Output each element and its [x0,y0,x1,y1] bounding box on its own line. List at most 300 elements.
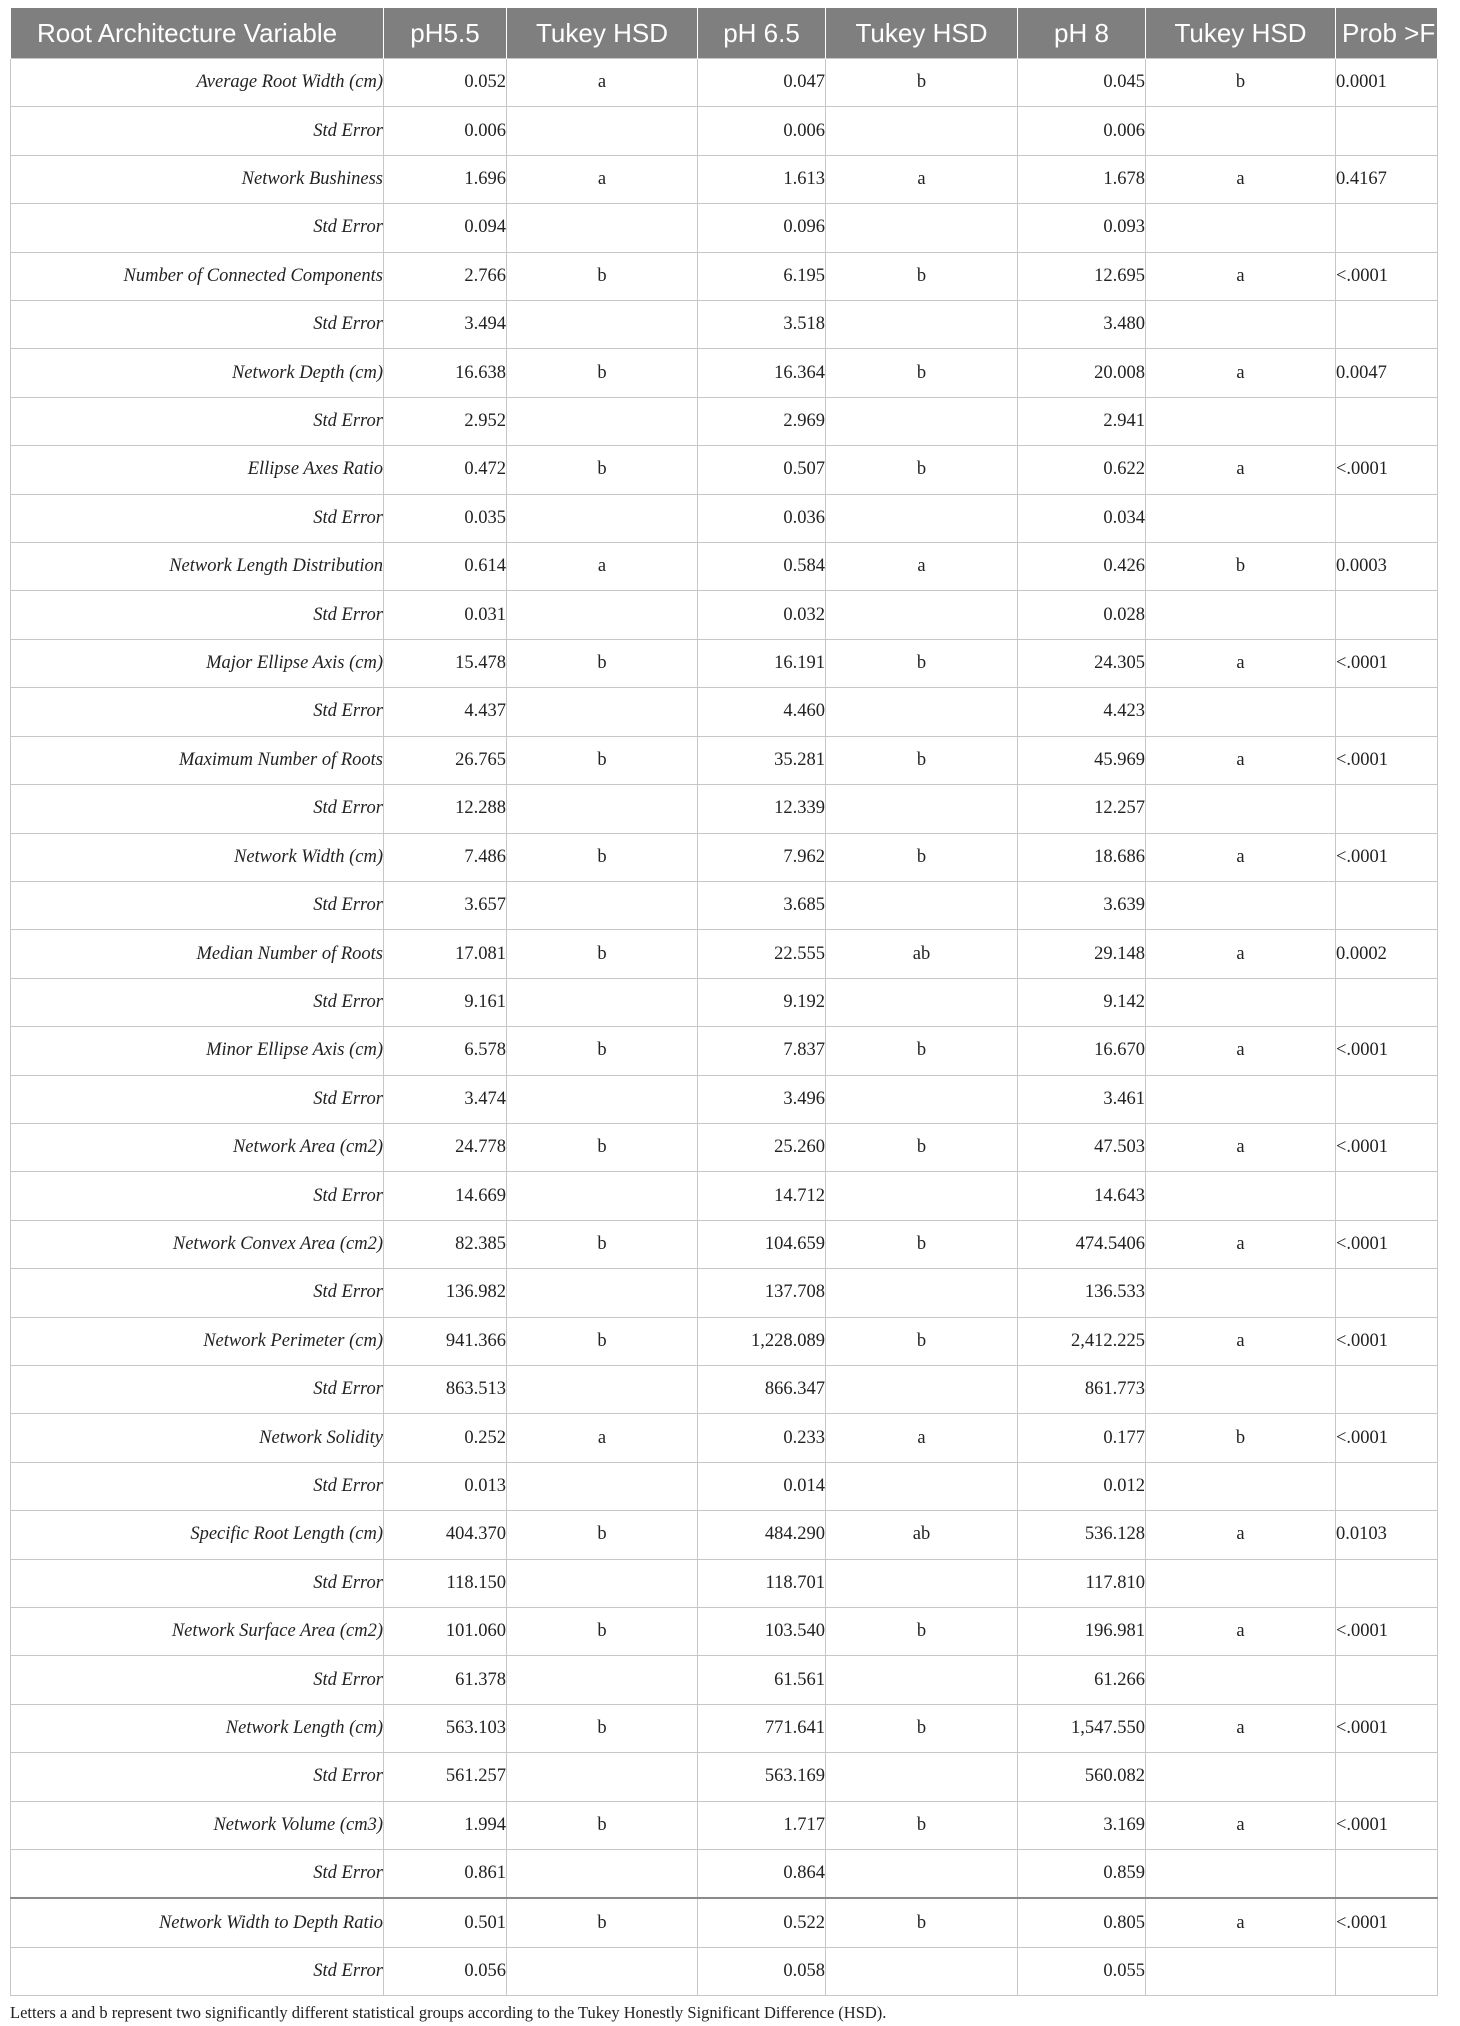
ph65-value-cell: 4.460 [698,688,826,736]
ph8-value-cell: 24.305 [1018,639,1146,687]
tukey-ph8-cell: b [1146,543,1336,591]
prob-f-cell [1336,1462,1438,1510]
ph65-value-cell: 563.169 [698,1753,826,1801]
ph8-value-cell: 560.082 [1018,1753,1146,1801]
table-body [11,59,1438,1996]
header-tukey-ph55: Tukey HSD [507,8,698,59]
tukey-ph8-cell [1146,397,1336,445]
tukey-ph55-cell: b [507,1123,698,1171]
ph8-value-cell: 474.5406 [1018,1220,1146,1268]
tukey-ph65-cell: b [826,252,1018,300]
ph65-value-cell: 0.864 [698,1850,826,1899]
tukey-ph65-cell [826,1462,1018,1510]
ph55-value-cell: 0.035 [384,494,507,542]
std-error-row [11,397,1438,445]
header-prob-f: Prob >F [1336,8,1438,59]
tukey-ph55-cell [507,397,698,445]
ph65-value-cell: 1.717 [698,1801,826,1849]
tukey-ph55-cell [507,1365,698,1413]
ph55-value-cell: 3.657 [384,881,507,929]
ph65-value-cell: 16.364 [698,349,826,397]
ph65-value-cell: 61.561 [698,1656,826,1704]
ph55-value-cell: 9.161 [384,978,507,1026]
prob-f-cell: <.0001 [1336,1220,1438,1268]
tukey-ph8-cell [1146,1559,1336,1607]
tukey-ph55-cell [507,978,698,1026]
ph65-value-cell: 7.962 [698,833,826,881]
variable-cell: Std Error [11,881,384,929]
tukey-ph8-cell [1146,881,1336,929]
tukey-ph65-cell: b [826,833,1018,881]
tukey-ph8-cell [1146,1850,1336,1899]
header-tukey-ph65: Tukey HSD [826,8,1018,59]
variable-cell: Std Error [11,1462,384,1510]
std-error-row [11,301,1438,349]
prob-f-cell [1336,107,1438,155]
std-error-row [11,1462,1438,1510]
tukey-ph55-cell [507,107,698,155]
header-ph55: pH5.5 [384,8,507,59]
tukey-ph8-cell: a [1146,252,1336,300]
variable-cell: Network Surface Area (cm2) [11,1608,384,1656]
variable-cell: Specific Root Length (cm) [11,1511,384,1559]
tukey-ph8-cell: a [1146,1511,1336,1559]
variable-cell: Minor Ellipse Axis (cm) [11,1027,384,1075]
variable-cell: Network Volume (cm3) [11,1801,384,1849]
tukey-ph55-cell: b [507,1801,698,1849]
ph65-value-cell: 6.195 [698,252,826,300]
variable-cell: Number of Connected Components [11,252,384,300]
ph55-value-cell: 24.778 [384,1123,507,1171]
tukey-ph8-cell: a [1146,1317,1336,1365]
ph55-value-cell: 0.052 [384,59,507,107]
ph55-value-cell: 136.982 [384,1269,507,1317]
tukey-ph65-cell: b [826,639,1018,687]
ph8-value-cell: 0.805 [1018,1898,1146,1947]
prob-f-cell: <.0001 [1336,1027,1438,1075]
tukey-ph8-cell [1146,978,1336,1026]
tukey-ph65-cell [826,301,1018,349]
variable-row [11,1123,1438,1171]
tukey-ph65-cell: b [826,1704,1018,1752]
prob-f-cell [1336,785,1438,833]
ph8-value-cell: 4.423 [1018,688,1146,736]
std-error-row [11,1269,1438,1317]
results-table-container [10,8,1437,2023]
variable-cell: Std Error [11,1947,384,1995]
std-error-row [11,204,1438,252]
variable-cell: Network Depth (cm) [11,349,384,397]
variable-cell: Network Convex Area (cm2) [11,1220,384,1268]
ph8-value-cell: 117.810 [1018,1559,1146,1607]
std-error-row [11,1753,1438,1801]
variable-row [11,1414,1438,1462]
prob-f-cell [1336,1172,1438,1220]
tukey-ph65-cell [826,107,1018,155]
variable-cell: Std Error [11,1365,384,1413]
variable-cell: Std Error [11,1559,384,1607]
prob-f-cell [1336,1656,1438,1704]
ph55-value-cell: 82.385 [384,1220,507,1268]
ph8-value-cell: 3.461 [1018,1075,1146,1123]
tukey-ph55-cell: b [507,930,698,978]
tukey-ph65-cell: b [826,1608,1018,1656]
variable-row [11,1511,1438,1559]
ph55-value-cell: 118.150 [384,1559,507,1607]
std-error-row [11,1075,1438,1123]
tukey-ph55-cell [507,1462,698,1510]
ph8-value-cell: 0.622 [1018,446,1146,494]
variable-cell: Std Error [11,494,384,542]
prob-f-cell: <.0001 [1336,446,1438,494]
ph65-value-cell: 484.290 [698,1511,826,1559]
std-error-row [11,1947,1438,1995]
variable-row [11,639,1438,687]
ph65-value-cell: 103.540 [698,1608,826,1656]
ph55-value-cell: 3.494 [384,301,507,349]
ph65-value-cell: 118.701 [698,1559,826,1607]
ph55-value-cell: 0.031 [384,591,507,639]
tukey-ph8-cell: a [1146,1801,1336,1849]
tukey-ph8-cell [1146,301,1336,349]
ph65-value-cell: 104.659 [698,1220,826,1268]
variable-row [11,736,1438,784]
ph8-value-cell: 12.257 [1018,785,1146,833]
variable-cell: Network Width (cm) [11,833,384,881]
ph8-value-cell: 0.028 [1018,591,1146,639]
ph55-value-cell: 12.288 [384,785,507,833]
prob-f-cell [1336,204,1438,252]
prob-f-cell [1336,1753,1438,1801]
ph8-value-cell: 16.670 [1018,1027,1146,1075]
tukey-ph8-cell: b [1146,1414,1336,1462]
ph55-value-cell: 0.861 [384,1850,507,1899]
tukey-ph55-cell [507,1753,698,1801]
tukey-ph55-cell: b [507,446,698,494]
tukey-ph65-cell: a [826,1414,1018,1462]
ph65-value-cell: 14.712 [698,1172,826,1220]
tukey-ph55-cell [507,688,698,736]
prob-f-cell: <.0001 [1336,1608,1438,1656]
std-error-row [11,107,1438,155]
prob-f-cell [1336,881,1438,929]
tukey-ph8-cell [1146,1172,1336,1220]
ph65-value-cell: 0.006 [698,107,826,155]
tukey-ph65-cell [826,494,1018,542]
ph65-value-cell: 771.641 [698,1704,826,1752]
variable-cell: Std Error [11,1269,384,1317]
ph55-value-cell: 1.994 [384,1801,507,1849]
tukey-ph8-cell [1146,1947,1336,1995]
prob-f-cell [1336,494,1438,542]
prob-f-cell [1336,1850,1438,1899]
ph8-value-cell: 61.266 [1018,1656,1146,1704]
tukey-ph55-cell [507,1850,698,1899]
tukey-ph8-cell: a [1146,930,1336,978]
variable-row [11,59,1438,107]
std-error-row [11,591,1438,639]
tukey-ph55-cell [507,1075,698,1123]
prob-f-cell: <.0001 [1336,736,1438,784]
ph8-value-cell: 0.055 [1018,1947,1146,1995]
ph55-value-cell: 563.103 [384,1704,507,1752]
tukey-ph8-cell [1146,1462,1336,1510]
tukey-ph8-cell: a [1146,1608,1336,1656]
prob-f-cell [1336,1559,1438,1607]
ph65-value-cell: 0.036 [698,494,826,542]
ph65-value-cell: 137.708 [698,1269,826,1317]
ph65-value-cell: 0.507 [698,446,826,494]
ph65-value-cell: 1.613 [698,155,826,203]
tukey-ph8-cell [1146,1365,1336,1413]
tukey-ph55-cell [507,1656,698,1704]
ph8-value-cell: 2,412.225 [1018,1317,1146,1365]
ph8-value-cell: 196.981 [1018,1608,1146,1656]
tukey-ph65-cell [826,591,1018,639]
tukey-ph8-cell: a [1146,155,1336,203]
prob-f-cell: <.0001 [1336,1704,1438,1752]
ph55-value-cell: 3.474 [384,1075,507,1123]
variable-cell: Network Length (cm) [11,1704,384,1752]
ph55-value-cell: 2.766 [384,252,507,300]
ph8-value-cell: 0.012 [1018,1462,1146,1510]
tukey-ph8-cell: a [1146,639,1336,687]
tukey-ph55-cell: b [507,252,698,300]
tukey-ph55-cell: a [507,543,698,591]
prob-f-cell [1336,1365,1438,1413]
ph8-value-cell: 9.142 [1018,978,1146,1026]
ph55-value-cell: 0.006 [384,107,507,155]
prob-f-cell: 0.4167 [1336,155,1438,203]
tukey-ph55-cell [507,785,698,833]
ph8-value-cell: 0.859 [1018,1850,1146,1899]
std-error-row [11,1850,1438,1899]
ph8-value-cell: 0.006 [1018,107,1146,155]
tukey-ph65-cell [826,1656,1018,1704]
ph8-value-cell: 29.148 [1018,930,1146,978]
std-error-row [11,1656,1438,1704]
ph8-value-cell: 1.678 [1018,155,1146,203]
tukey-ph8-cell: a [1146,1220,1336,1268]
variable-cell: Std Error [11,978,384,1026]
ph55-value-cell: 17.081 [384,930,507,978]
table-footnote: Letters a and b represent two significantly different statistical groups according to the Tukey Honestly Significant Difference (HSD). [10,2003,887,2023]
ph8-value-cell: 18.686 [1018,833,1146,881]
ph8-value-cell: 1,547.550 [1018,1704,1146,1752]
tukey-ph8-cell: a [1146,833,1336,881]
tukey-ph55-cell [507,591,698,639]
ph65-value-cell: 1,228.089 [698,1317,826,1365]
ph55-value-cell: 0.094 [384,204,507,252]
ph65-value-cell: 0.014 [698,1462,826,1510]
ph55-value-cell: 61.378 [384,1656,507,1704]
ph65-value-cell: 12.339 [698,785,826,833]
ph8-value-cell: 0.177 [1018,1414,1146,1462]
prob-f-cell [1336,591,1438,639]
prob-f-cell: 0.0002 [1336,930,1438,978]
tukey-ph65-cell [826,1172,1018,1220]
tukey-ph55-cell: a [507,155,698,203]
prob-f-cell [1336,301,1438,349]
ph65-value-cell: 0.584 [698,543,826,591]
tukey-ph65-cell [826,397,1018,445]
tukey-ph55-cell [507,1947,698,1995]
prob-f-cell: <.0001 [1336,639,1438,687]
variable-row [11,1220,1438,1268]
tukey-ph55-cell [507,301,698,349]
tukey-ph65-cell: b [826,1898,1018,1947]
variable-cell: Ellipse Axes Ratio [11,446,384,494]
ph8-value-cell: 0.034 [1018,494,1146,542]
tukey-ph55-cell [507,1269,698,1317]
tukey-ph55-cell [507,881,698,929]
variable-cell: Network Solidity [11,1414,384,1462]
tukey-ph55-cell: b [507,1027,698,1075]
std-error-row [11,494,1438,542]
variable-cell: Std Error [11,1656,384,1704]
variable-cell: Network Length Distribution [11,543,384,591]
tukey-ph65-cell: b [826,736,1018,784]
ph65-value-cell: 0.047 [698,59,826,107]
ph55-value-cell: 4.437 [384,688,507,736]
prob-f-cell: 0.0001 [1336,59,1438,107]
ph8-value-cell: 12.695 [1018,252,1146,300]
variable-row [11,543,1438,591]
prob-f-cell: <.0001 [1336,252,1438,300]
variable-row [11,833,1438,881]
std-error-row [11,1172,1438,1220]
tukey-ph8-cell [1146,494,1336,542]
prob-f-cell [1336,688,1438,736]
ph8-value-cell: 3.480 [1018,301,1146,349]
tukey-ph8-cell: a [1146,1898,1336,1947]
variable-cell: Std Error [11,301,384,349]
variable-cell: Maximum Number of Roots [11,736,384,784]
ph65-value-cell: 16.191 [698,639,826,687]
ph55-value-cell: 0.056 [384,1947,507,1995]
ph55-value-cell: 863.513 [384,1365,507,1413]
header-ph65: pH 6.5 [698,8,826,59]
ph65-value-cell: 9.192 [698,978,826,1026]
tukey-ph65-cell [826,978,1018,1026]
tukey-ph65-cell: b [826,1220,1018,1268]
ph55-value-cell: 0.472 [384,446,507,494]
variable-row [11,1608,1438,1656]
variable-cell: Average Root Width (cm) [11,59,384,107]
tukey-ph65-cell: b [826,1317,1018,1365]
header-root-architecture-variable: Root Architecture Variable [11,8,384,59]
tukey-ph55-cell: b [507,349,698,397]
ph65-value-cell: 35.281 [698,736,826,784]
tukey-ph55-cell: b [507,833,698,881]
tukey-ph8-cell: a [1146,1123,1336,1171]
tukey-ph8-cell [1146,107,1336,155]
tukey-ph65-cell: a [826,155,1018,203]
tukey-ph65-cell [826,881,1018,929]
ph8-value-cell: 861.773 [1018,1365,1146,1413]
ph55-value-cell: 26.765 [384,736,507,784]
prob-f-cell: 0.0047 [1336,349,1438,397]
tukey-ph55-cell: b [507,1511,698,1559]
tukey-ph55-cell: b [507,1317,698,1365]
tukey-ph65-cell: b [826,349,1018,397]
variable-cell: Std Error [11,107,384,155]
ph8-value-cell: 536.128 [1018,1511,1146,1559]
tukey-ph55-cell: b [507,1898,698,1947]
ph8-value-cell: 3.169 [1018,1801,1146,1849]
prob-f-cell: <.0001 [1336,1317,1438,1365]
std-error-row [11,688,1438,736]
tukey-ph65-cell: b [826,59,1018,107]
tukey-ph65-cell [826,204,1018,252]
tukey-ph8-cell [1146,785,1336,833]
tukey-ph55-cell [507,494,698,542]
tukey-ph55-cell: b [507,639,698,687]
prob-f-cell [1336,1269,1438,1317]
variable-cell: Std Error [11,397,384,445]
ph8-value-cell: 0.093 [1018,204,1146,252]
ph55-value-cell: 15.478 [384,639,507,687]
ph65-value-cell: 22.555 [698,930,826,978]
variable-row [11,155,1438,203]
ph65-value-cell: 25.260 [698,1123,826,1171]
ph8-value-cell: 3.639 [1018,881,1146,929]
tukey-ph65-cell [826,1947,1018,1995]
header-ph8: pH 8 [1018,8,1146,59]
prob-f-cell: <.0001 [1336,1801,1438,1849]
tukey-ph65-cell [826,785,1018,833]
table-header-row [11,8,1438,59]
tukey-ph65-cell [826,1850,1018,1899]
ph65-value-cell: 0.058 [698,1947,826,1995]
root-architecture-table [10,8,1438,1996]
ph55-value-cell: 7.486 [384,833,507,881]
variable-row [11,1704,1438,1752]
tukey-ph55-cell: b [507,1608,698,1656]
prob-f-cell [1336,1947,1438,1995]
prob-f-cell: 0.0003 [1336,543,1438,591]
ph55-value-cell: 16.638 [384,349,507,397]
ph55-value-cell: 0.252 [384,1414,507,1462]
variable-cell: Std Error [11,1753,384,1801]
tukey-ph8-cell [1146,688,1336,736]
tukey-ph55-cell: b [507,1220,698,1268]
variable-cell: Std Error [11,1075,384,1123]
variable-row [11,1801,1438,1849]
prob-f-cell [1336,978,1438,1026]
tukey-ph65-cell: b [826,446,1018,494]
std-error-row [11,1559,1438,1607]
tukey-ph8-cell: a [1146,349,1336,397]
ph55-value-cell: 0.614 [384,543,507,591]
variable-row [11,446,1438,494]
ph65-value-cell: 3.685 [698,881,826,929]
variable-row [11,1027,1438,1075]
tukey-ph65-cell: b [826,1027,1018,1075]
std-error-row [11,1365,1438,1413]
tukey-ph55-cell [507,204,698,252]
ph55-value-cell: 0.501 [384,1898,507,1947]
ph65-value-cell: 3.496 [698,1075,826,1123]
prob-f-cell: <.0001 [1336,1414,1438,1462]
variable-cell: Std Error [11,688,384,736]
tukey-ph8-cell: b [1146,59,1336,107]
tukey-ph65-cell [826,688,1018,736]
variable-cell: Std Error [11,1850,384,1899]
tukey-ph65-cell [826,1753,1018,1801]
tukey-ph8-cell: a [1146,1704,1336,1752]
ph8-value-cell: 20.008 [1018,349,1146,397]
